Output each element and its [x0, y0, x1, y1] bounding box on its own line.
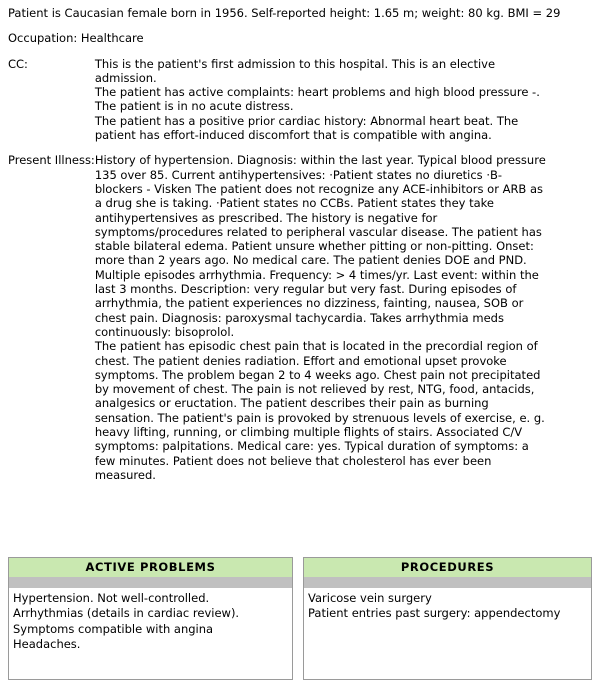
- table-row: [9, 588, 293, 680]
- active-problems-table: [8, 557, 293, 680]
- list-item: Patient entries past surgery: appendectomy: [308, 606, 561, 621]
- occupation-paragraph: Occupation: Healthcare: [8, 31, 144, 46]
- present-illness-paragraph: Multiple episodes arrhythmia. Frequency: > 4 times/yr. Last event: within the last 3 months. Description: very regular but very fast. During episodes of arrhythmia, the patient experiences no dizziness, fainting, nausea, SOB or chest pain. Diagnosis: paroxysmal tachycardia. Takes arrhythmia meds continuously: bisoprolol.: [94, 267, 539, 339]
- clinical-sections: [0, 57, 600, 494]
- present-illness-paragraph: The patient has episodic chest pain that is located in the precordial region of chest. The patient denies radiation. Effort and emotional upset provoke symptoms. The problem began 2 to 4 weeks ago. Chest pain not precipitated by movement of chest. The pain is not relieved by rest, NTG, food, antacids, analgesics or eructation. The patient describes their pain as burning sensation. The patient's pain is provoked by strenuous levels of exercise, e. g. heavy lifting, running, or climbing multiple flights of stairs. Associated C/V symptoms: palpitations. Medical care: yes. Typical duration of symptoms: a few minutes. Patient does not believe that cholesterol has ever been measured.: [94, 339, 545, 482]
- active-problems-header: ACTIVE PROBLEMS: [9, 558, 293, 578]
- procedures-table: [303, 557, 592, 680]
- section-body-present-illness: [95, 153, 600, 493]
- list-item: Symptoms compatible with angina: [13, 621, 214, 636]
- table-spacer-row: [9, 577, 293, 588]
- list-item: Headaches.: [13, 637, 81, 652]
- spacer-band: [304, 577, 592, 588]
- section-cc: [0, 57, 600, 154]
- list-item: Varicose vein surgery: [308, 591, 432, 605]
- cc-paragraph: The patient has active complaints: heart problems and high blood pressure -. The patient is in no acute distress.: [94, 85, 540, 114]
- section-label-cc: CC:: [8, 56, 28, 71]
- list-item: Arrhythmias (details in cardiac review).: [13, 606, 240, 621]
- active-problems-list: [9, 588, 293, 680]
- list-item: Hypertension. Not well-controlled.: [13, 591, 210, 605]
- spacer-band: [9, 577, 293, 588]
- section-present-illness: [0, 153, 600, 493]
- intro-block: [0, 0, 600, 46]
- procedures-header: PROCEDURES: [304, 558, 592, 578]
- table-spacer-row: [304, 577, 592, 588]
- cc-paragraph: The patient has a positive prior cardiac history: Abnormal heart beat. The patient has effort-induced discomfort that is compatible with angina.: [94, 113, 519, 143]
- present-illness-paragraph: History of hypertension. Diagnosis: within the last year. Typical blood pressure 135 over 85. Current antihypertensives: ·Patient states no diuretics ·B-blockers - Visken The patient does not recognize any ACE-inhibitors or ARB as a drug she is taking. ·Patient states no CCBs. Patient states they take antihypertensives as prescribed. The history is negative for symptoms/procedures related to peripheral vascular disease. The patient has stable bilateral edema. Patient unsure whether pitting or non-pitting. Onset: more than 2 years ago. No medical care. The patient denies DOE and PND.: [94, 153, 546, 268]
- section-body-cc: [95, 57, 600, 154]
- procedures-list: [304, 588, 592, 680]
- cc-paragraph: This is the patient's first admission to this hospital. This is an elective admission.: [94, 56, 496, 85]
- table-header-row: [9, 558, 293, 578]
- intro-paragraph: Patient is Caucasian female born in 1956. Self-reported height: 1.65 m; weight: 80 kg. BMI = 29: [8, 6, 561, 20]
- summary-tables: [0, 557, 600, 680]
- section-label-present-illness: Present Illness:: [8, 153, 95, 168]
- table-row: [304, 588, 592, 680]
- table-header-row: [304, 558, 592, 578]
